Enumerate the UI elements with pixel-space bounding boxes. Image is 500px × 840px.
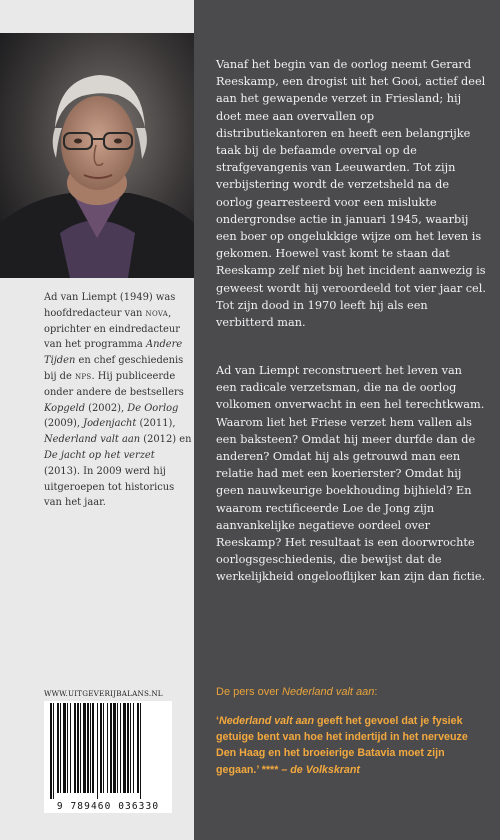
press-heading (216, 686, 377, 698)
barcode-bar (123, 703, 126, 793)
barcode-bar (97, 703, 98, 799)
press-heading-title: Nederland valt aan (282, 686, 375, 698)
bio-nps: nps (75, 370, 92, 382)
author-photo (0, 33, 194, 278)
barcode-bar (70, 703, 71, 793)
press-quote (216, 713, 488, 778)
author-bio-text (44, 290, 192, 511)
bio-text-part: (2009), (44, 418, 84, 430)
blurb-paragraph-2: Ad van Liempt reconstrueert het leven van een radicale verzetsman, die na de oorlog volkomen onverwacht in een hel terechtkwam. Waarom liet het Friese verzet hem vallen als een baksteen? Omdat hij meer durfde dan de anderen? Omdat hij als getrouwd man een relatie had met een koerierster? Omdat hij geen nauwkeurige boekhouding bijhield? En waarom rectificeerde Loe de Jong zijn aanvankelijke negatieve oordeel over Reeskamp? Het resultaat is een doorwrochte oorlogsgeschiedenis, die bewijst dat de werkelijkheid ongelooflijker kan zijn dan fictie. (216, 364, 486, 584)
barcode-bar (100, 703, 102, 793)
barcode-bar (60, 703, 61, 793)
bio-text-part: (2011), (136, 418, 176, 430)
barcode-bar (63, 703, 66, 793)
barcode-bar (67, 703, 68, 793)
bio-text-part: . Hij publiceerde onder andere de bestsellers (44, 370, 184, 398)
bio-text-part: (2013). In 2009 werd hij uitgeroepen tot historicus van het jaar. (44, 465, 175, 509)
barcode-bar (87, 703, 89, 793)
barcode-bar (107, 703, 108, 793)
isbn-digits: 9 789460 036330 (56, 801, 160, 812)
bio-text-part: (2012) en (140, 434, 192, 446)
publisher-url: WWW.UITGEVERIJBALANS.NL (44, 689, 163, 698)
barcode-bar (117, 703, 118, 793)
quote-book-title: Nederland valt aan (218, 715, 315, 727)
barcode-bar (120, 703, 121, 793)
bio-title-nederland-valt-aan: Nederland valt aan (44, 434, 141, 446)
bio-title-de-oorlog: De Oorlog (127, 402, 179, 414)
press-heading-colon: : (374, 686, 378, 698)
bio-text-part: , oprichter en eindredacteur van het programma (44, 307, 180, 351)
barcode-bar (50, 703, 52, 799)
quote-source: de Volkskrant (290, 763, 360, 776)
barcode-bar (133, 703, 134, 793)
author-bio (44, 290, 192, 511)
barcode-bar (53, 703, 54, 799)
barcode-bar (130, 703, 131, 793)
bio-title-de-jacht: De jacht op het verzet (44, 449, 155, 461)
quote-open-mark: ‘ (216, 715, 219, 727)
barcode-bar (127, 703, 129, 793)
barcode-bar (90, 703, 91, 793)
isbn-barcode (44, 701, 172, 813)
bio-text-part: (2002), (85, 402, 128, 414)
bio-nova: nova (145, 307, 169, 319)
blurb-paragraph-1: Vanaf het begin van de oorlog neemt Gerard Reeskamp, een drogist uit het Gooi, actief deel aan het gewapende verzet in Friesland; hij doet mee aan overvallen op distributiekantoren en heeft een belangrijke taak bij de befaamde overval op de strafgevangenis van Leeuwarden. Tot zijn verbijstering wordt de verzetsheld na de oorlog gearresteerd voor een mislukte ondergrondse actie in januari 1945, waarbij een boer op ongelukkige wijze om het leven is gekomen. Hoewel vast komt te staan dat Reeskamp zelf niet bij het incident aanwezig is geweest wordt hij veroordeeld tot vier jaar cel. Tot zijn dood in 1970 leeft hij als een verbitterd man. (216, 58, 486, 330)
barcode-bar (110, 703, 112, 793)
barcode-bar (83, 703, 86, 793)
quote-text: geeft het gevoel dat je fysiek getuige bent van hoe het indertijd in het nerveuze Den Haag en het broeierige Batavia moet zijn gegaan.’ **** – (216, 715, 468, 776)
barcode-bar (74, 703, 76, 793)
bio-text-part: en chef geschiedenis bij de (44, 355, 184, 382)
barcode-bar (103, 703, 104, 793)
press-heading-text: De pers over (216, 686, 283, 698)
barcode-bar (92, 703, 94, 793)
bio-text-part: Ad van Liempt (1949) was hoofdredacteur van (44, 292, 176, 319)
barcode-bar (80, 703, 81, 793)
barcode-bar (137, 703, 139, 793)
barcode-bar (140, 703, 141, 799)
author-portrait-image (0, 33, 194, 278)
barcode-bar (113, 703, 116, 793)
bio-title-kopgeld: Kopgeld (44, 402, 86, 414)
bio-title-jodenjacht: Jodenjacht (83, 418, 137, 430)
barcode-bar (77, 703, 79, 793)
barcode-bar (57, 703, 59, 793)
bio-title-andere-tijden: Andere Tijden (44, 339, 183, 367)
